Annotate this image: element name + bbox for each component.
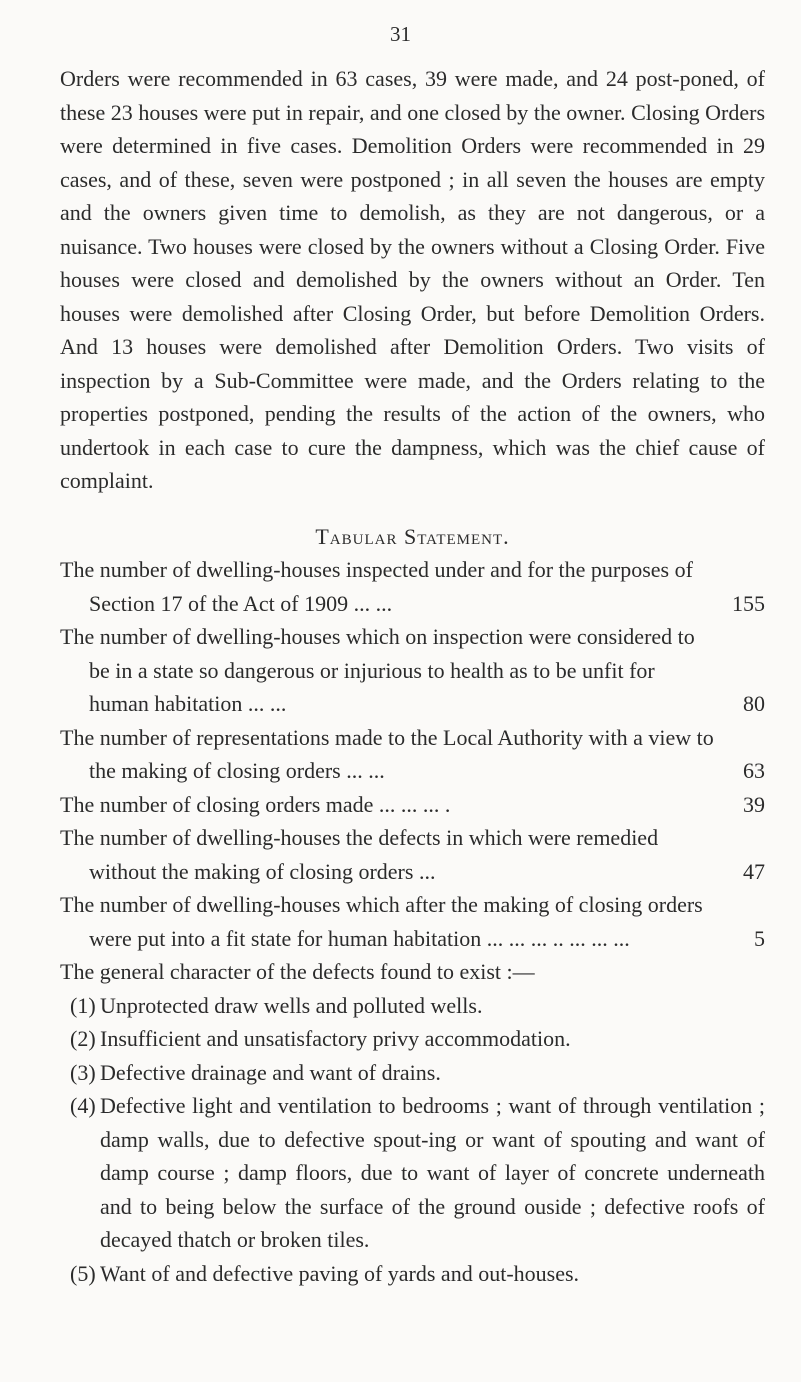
defect-item <box>60 989 765 1023</box>
statement-value: 63 <box>743 758 765 783</box>
document-body <box>60 62 765 1290</box>
tabular-statement-heading: Tabular Statement. <box>315 523 510 549</box>
general-character-intro: The general character of the defects found to exist :— <box>60 959 535 984</box>
defect-item <box>60 1257 765 1291</box>
statement-label: The number of dwelling-houses which on inspection were considered to be in a state so dangerous or injurious to health as to be unfit for human habitation ... ... <box>60 624 695 716</box>
statement-value: 155 <box>732 590 765 616</box>
statement-row <box>60 821 765 888</box>
defect-text: Defective light and ventilation to bedrooms ; want of through ventilation ; damp walls, due to defective spout-ing or want of spouting and want of damp course ; damp floors, due to want of layer of concrete underneath and to being below the surface of the ground ouside ; defective roofs of decayed thatch or broken tiles. <box>100 1093 765 1252</box>
statement-label: The number of closing orders made ... ... ... . <box>60 791 451 817</box>
defect-item <box>60 1056 765 1090</box>
defect-number: (3) <box>70 1059 96 1085</box>
statement-value: 39 <box>743 791 765 817</box>
statement-value: 47 <box>743 858 765 884</box>
defect-text: Unprotected draw wells and polluted wells. <box>100 992 483 1018</box>
defect-list <box>60 989 765 1291</box>
defect-text: Want of and defective paving of yards and out-houses. <box>100 1260 580 1286</box>
defect-number: (5) <box>70 1260 96 1286</box>
statement-label: The number of dwelling-houses which after the making of closing orders were put into a fit state for human habitation ... ... ... .. ... ... ... <box>60 892 703 951</box>
statement-row <box>60 888 765 955</box>
statement-label: The number of dwelling-houses the defects in which were remedied without the making of closing orders ... <box>60 825 659 884</box>
intro-paragraph: Orders were recommended in 63 cases, 39 were made, and 24 post-poned, of these 23 houses were put in repair, and one closed by the owner. Closing Orders were determined in five cases. Demolition Orders were recommended in 29 cases, and of these, seven were postponed ; in all seven the houses are empty and the owners given time to demolish, as they are not dangerous, or a nuisance. Two houses were closed by the owners without a Closing Order. Five houses were closed and demolished by the owners without an Order. Ten houses were demolished after Closing Order, but before Demolition Orders. And 13 houses were demolished after Demolition Orders. Two visits of inspection by a Sub-Committee were made, and the Orders relating to the properties postponed, pending the results of the action of the owners, who undertook in each case to cure the dampness, which was the chief cause of complaint. <box>60 66 765 493</box>
defect-item <box>60 1089 765 1257</box>
statement-row <box>60 788 765 822</box>
page-number: 31 <box>390 22 411 46</box>
defect-text: Insufficient and unsatisfactory privy accommodation. <box>100 1026 571 1051</box>
defect-text: Defective drainage and want of drains. <box>100 1059 441 1085</box>
statement-value: 80 <box>743 691 765 716</box>
statement-label: The number of dwelling-houses inspected under and for the purposes of Section 17 of the Act of 1909 ... ... <box>60 557 693 616</box>
defect-number: (4) <box>70 1093 96 1118</box>
statement-label: The number of representations made to the Local Authority with a view to the making of closing orders ... ... <box>60 724 714 783</box>
statement-list <box>60 553 765 955</box>
statement-value: 5 <box>754 925 765 951</box>
statement-row <box>60 721 765 788</box>
defect-number: (1) <box>70 992 96 1018</box>
statement-row <box>60 553 765 620</box>
statement-row <box>60 620 765 721</box>
defect-number: (2) <box>70 1026 96 1051</box>
defect-item <box>60 1022 765 1056</box>
